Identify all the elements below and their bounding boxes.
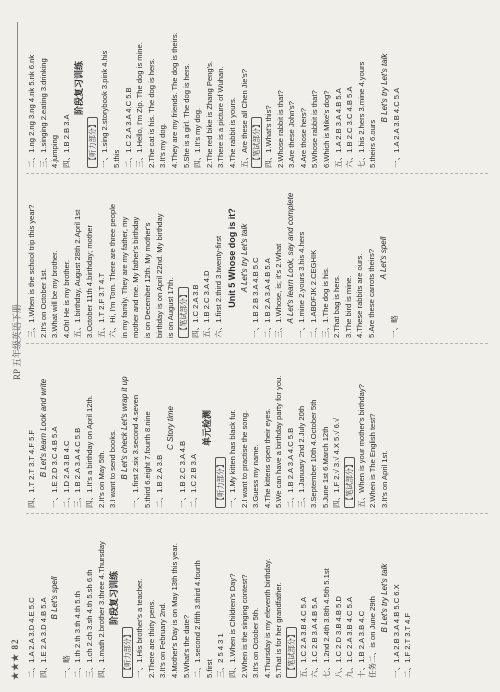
lesson-heading: A Let's learn Look, say and complete — [285, 192, 295, 324]
section-tag-label: 【笔试部分】 — [178, 287, 189, 338]
book-title: RP 五年级英语下册 — [12, 304, 22, 380]
answer-line: birthday is on April 22nd. My birthday — [154, 213, 164, 338]
answer-line: 四、1.F 2.√ 3.√ 4.X 5.√ 6.√ — [332, 417, 342, 508]
answer-line: 五、1.birthday, August 28th 2.April 1st — [73, 209, 83, 338]
section-tag — [285, 518, 298, 678]
section-tag — [250, 8, 263, 168]
answer-line: 2.When is The English test? — [368, 413, 378, 508]
answer-line: 3.Guess my name. — [251, 444, 261, 508]
answer-line: 五、1.A 2.B 3.A 4.B 5.A — [333, 88, 343, 168]
section-tag — [343, 348, 356, 508]
answer-line: 2.That bag is hers. — [332, 275, 342, 338]
answer-line: 2.There are thirty pens. — [146, 599, 156, 678]
answer-line: 五、1.T 2.F 3.T 4.T — [96, 272, 106, 338]
answer-line: 3.It's my dog. — [158, 123, 168, 168]
answer-line: 二、1.B 2.A 3.A 4.B 5.A — [262, 258, 272, 338]
answer-line: 二、1.ng 2.ng 3.ng 4.nk 5.nk 6.nk — [27, 54, 36, 168]
answer-line: 3.It's on April 1st. — [380, 450, 390, 508]
answer-column-2 — [26, 348, 492, 508]
answer-line: 十、1.B 2.A 3.B 4.C — [356, 610, 366, 678]
answer-line: 一、1.His brother's a teacher. — [135, 578, 145, 678]
answer-line: 四、1.C 2.A 3.B — [190, 284, 200, 338]
section-title: 单元检测 — [201, 410, 212, 447]
answer-line: 一、1.B 2.C 3.A 4.B — [177, 440, 187, 508]
section-tag-label: 【笔试部分】 — [344, 457, 355, 508]
answer-line: 4.The rabbit is yours. — [227, 97, 237, 168]
answer-line: 二、1.C 2.A 3.A 4.C 5.B — [123, 87, 133, 168]
lesson-heading: A Let's spell — [378, 236, 388, 280]
answer-line: 4.Are those hers? — [298, 108, 308, 168]
answer-line: 二、1.th 2.th 3.th 4.th 5.th — [73, 591, 83, 678]
page-number: ★★★ 82 — [10, 638, 20, 680]
answer-line: 3.Are these John's? — [287, 101, 297, 168]
section-tag — [86, 8, 99, 168]
answer-line: 4.They are my friends. The dog is theirs. — [169, 32, 179, 168]
section-tag-label: 【听力部分】 — [87, 117, 98, 168]
answer-line: 六、Hi, I'm Tom. There are three people — [108, 203, 118, 338]
answer-line: 二、1.C 2.B 3.A — [189, 453, 199, 508]
answer-line: 四、1.math 2.brother 3.three 4.Thursday — [96, 541, 106, 678]
section-tag-label: 【听力部分】 — [122, 627, 133, 678]
answer-line: 5.third 6.eight 7.fourth 8.nine — [142, 411, 152, 508]
answer-line: 5.Are these carrots theirs? — [367, 248, 377, 338]
answer-line: 一、1.A 2.A 3.B 4.C 5.A — [391, 87, 401, 168]
answer-line: 4.These rabbits are ours. — [355, 253, 365, 338]
answer-line: 三、1.January 2nd 2.July 20th — [297, 405, 307, 508]
answer-line: 四、1.It's my dog. — [193, 107, 203, 168]
answer-line: 二、1.A 2.A 3.D 4.E 5.C — [27, 597, 36, 678]
answer-line: 四、1.T 2.T 3.T 4.F 5.F — [27, 429, 36, 508]
answer-line: 二、1.B 2.A 3.A 4.C 5.B — [285, 427, 295, 508]
answer-line: is on August 17th. — [166, 277, 176, 338]
answer-line: is on December 12th. My mother's — [142, 222, 152, 338]
answer-line: 4.The kittens open their eyes. — [262, 408, 272, 508]
answer-line: 一、略 — [61, 655, 71, 678]
answer-column-4 — [26, 8, 492, 168]
section-tag-label: 【听力部分】 — [215, 457, 226, 508]
answer-line: 2.Whose rabbit is that? — [275, 90, 285, 168]
answer-line: 五、Are these all Chen Jie's? — [239, 69, 249, 168]
answer-line: 5.What's the date? — [181, 614, 191, 678]
answer-line: 4.jumping — [50, 135, 60, 168]
lesson-heading: C Story time — [166, 406, 176, 451]
section-title: 阶段复习训练 — [74, 61, 85, 116]
section-tag-label: 【笔试部分】 — [286, 627, 297, 678]
header-rule — [17, 22, 18, 350]
answer-line: 2.It's on May 5th. — [96, 450, 106, 508]
answer-line: 5.first — [204, 659, 214, 678]
answer-line: 4.Thursday is my eleventh birthday. — [262, 558, 272, 678]
answer-line: 3.I want to send books. — [108, 429, 118, 508]
lesson-heading: A Let's try Let's talk — [239, 223, 249, 293]
answer-column-1 — [26, 518, 492, 678]
answer-line: 一、略 — [390, 315, 400, 338]
answer-line: 一、1.mine 2.yours 3.his 4.hers — [297, 231, 307, 338]
section-tag-label: 【笔试部分】 — [251, 117, 262, 168]
answer-line: 二、1.B 2.A 3.B — [154, 454, 164, 508]
answer-line: 七、1.2nd 2.4th 3.8th 4.5th 5.1st — [322, 568, 332, 678]
section-title: 阶段复习训练 — [109, 571, 120, 626]
answer-line: 四、1.When is Children's Day? — [227, 573, 237, 678]
answer-line: 六、1.B 2.C 3.C 4.B 5.A — [345, 86, 355, 168]
answer-line: 5.That is for her grandfather. — [274, 582, 284, 678]
answer-line: 一、1.sing 2.storybook 3.pink 4.his — [100, 50, 110, 168]
answer-line: 2.It's on October 1st. — [38, 268, 48, 338]
answer-line: 一、1.My kitten has black fur. — [227, 409, 237, 508]
lesson-heading: B Let's try Let's talk — [380, 563, 390, 633]
answer-line: 三、2 5 4 3 1 — [216, 633, 226, 678]
answer-line: 5.this — [111, 149, 121, 168]
answer-line: 四、1.What's this? — [264, 105, 274, 168]
answer-line: 三、1.singing 2.eating 3.drinking — [38, 58, 48, 168]
answer-line: 二、1.second 2.fifth 3.third 4.fourth — [193, 560, 203, 678]
section-tag — [121, 518, 134, 678]
answer-line: 一、1.A 2.B 3.A 4.B 5.C 6.X — [391, 584, 401, 678]
column-divider — [26, 173, 488, 174]
answer-line: 四、1.B 2.B 3.A — [61, 114, 71, 168]
answer-line: 3.September 10th 4.October 5th — [309, 399, 319, 508]
answer-line: 三、1.ch 2.ch 3.sh 4.th 5.sh 6.th — [84, 569, 94, 678]
answer-line: 任务二、is on June 29th — [368, 596, 378, 678]
answer-line: 五、When is your mother's birthday? — [356, 384, 366, 508]
answer-line: 5.She is a girl. The dog is hers. — [181, 63, 191, 168]
answer-line: 3.What will be my brother. — [50, 250, 60, 338]
answer-line: 四、1.E 2.A 3.D 4.B 5.A — [38, 597, 48, 678]
answer-line: 5.We can have a birthday party for you. — [274, 375, 284, 508]
answer-line: 四、1.It's a birthday on April 12th. — [84, 395, 94, 508]
section-tag — [214, 348, 227, 508]
answer-line: 4.Mother's Day is on May 13th this year. — [169, 543, 179, 678]
answer-line: 二、1.D 2.A 3.B 4.C — [61, 440, 71, 508]
answer-line: 五、1.C 2.A 3.B 4.C 5.A — [298, 596, 308, 678]
answer-line: 六、1.C 2.B 3.A 4.B 5.A — [310, 597, 320, 678]
answer-line: 3.The bird is mine. — [343, 275, 353, 338]
answer-line: 5.June 1st 6.March 12th — [320, 426, 330, 508]
answer-line: 2.When is the singing contest? — [239, 574, 249, 678]
unit-title: Unit 5 Whose dog is it? — [226, 208, 237, 308]
answer-line: 九、1.C 2.A 3.B 4.C 5.A — [345, 596, 355, 678]
answer-line: mother and me. My father's birthday — [131, 216, 141, 338]
answer-line: in my family. They are my father, my — [119, 216, 129, 338]
answer-line: 3.October 11th 4.birthday; mother — [84, 225, 94, 338]
lesson-heading: B Let's check Let's wrap it up — [119, 376, 129, 480]
lesson-heading: B Let's try Let's talk — [380, 53, 390, 123]
answer-line: 二、1.F 2.T 3.T 4.F — [403, 612, 413, 678]
answer-line: 六、1.first 2.third 3.twenty-first — [213, 235, 223, 338]
column-divider — [26, 513, 488, 514]
answer-line: 七、1.his 2.hers 3.mine 4.yours — [356, 61, 366, 168]
answer-line: 2.I want to practise the song. — [239, 410, 249, 508]
answer-line: 八、1.C 2.D 3.B 4.B 5.D — [333, 596, 343, 678]
lesson-heading: B Let's learn Look and write — [38, 378, 48, 478]
answer-line: 4.Oh! He is my brother. — [61, 259, 71, 338]
answer-line: 6.Which is Mike's dog? — [322, 90, 332, 168]
answer-line: 三、1.When is the school trip this year? — [27, 204, 36, 338]
lesson-heading: B Let's spell — [50, 576, 60, 620]
answer-column-3 — [26, 178, 492, 338]
answer-line: 3.It's on October 5th. — [251, 607, 261, 678]
column-divider — [26, 343, 488, 344]
page-header — [4, 12, 24, 680]
answer-line: 一、1.E 2.D 3.C 4.B 5.A — [50, 426, 60, 508]
answer-line: 三、1.Hello, I'm Zip. The dog is mine. — [135, 42, 145, 168]
answer-line: 三、1.Whose, is; it's 2.What — [274, 243, 284, 338]
answer-line: 3.It's on February 2nd. — [158, 602, 168, 678]
answer-line: 2.The cat is his. The dog is hers. — [146, 58, 156, 168]
answer-line: 2.The red bike is Zhang Peng's. — [204, 61, 214, 168]
answer-line: 一、1.B 2.B 3.A 4.B 5.C — [251, 257, 261, 338]
answer-line: 5.theirs 6.ours — [368, 119, 378, 168]
answer-line: 三、1.B 2.A 3.A 4.C 5.B — [73, 427, 83, 508]
answer-line: 五、1.B 2.C 3.A 4.D — [202, 270, 212, 338]
answer-line: 3.There is a picture of Wuhan. — [216, 66, 226, 168]
section-tag — [177, 178, 190, 338]
answer-line: 一、1.first 2.six 3.second 4.seven — [131, 394, 141, 508]
answer-line: 二、1.ABDFJK 2.CEGHIK — [309, 249, 319, 338]
answer-line: 三、1.The dog is his. — [320, 267, 330, 338]
answer-line: 5.Whose rabbit is that? — [310, 90, 320, 168]
